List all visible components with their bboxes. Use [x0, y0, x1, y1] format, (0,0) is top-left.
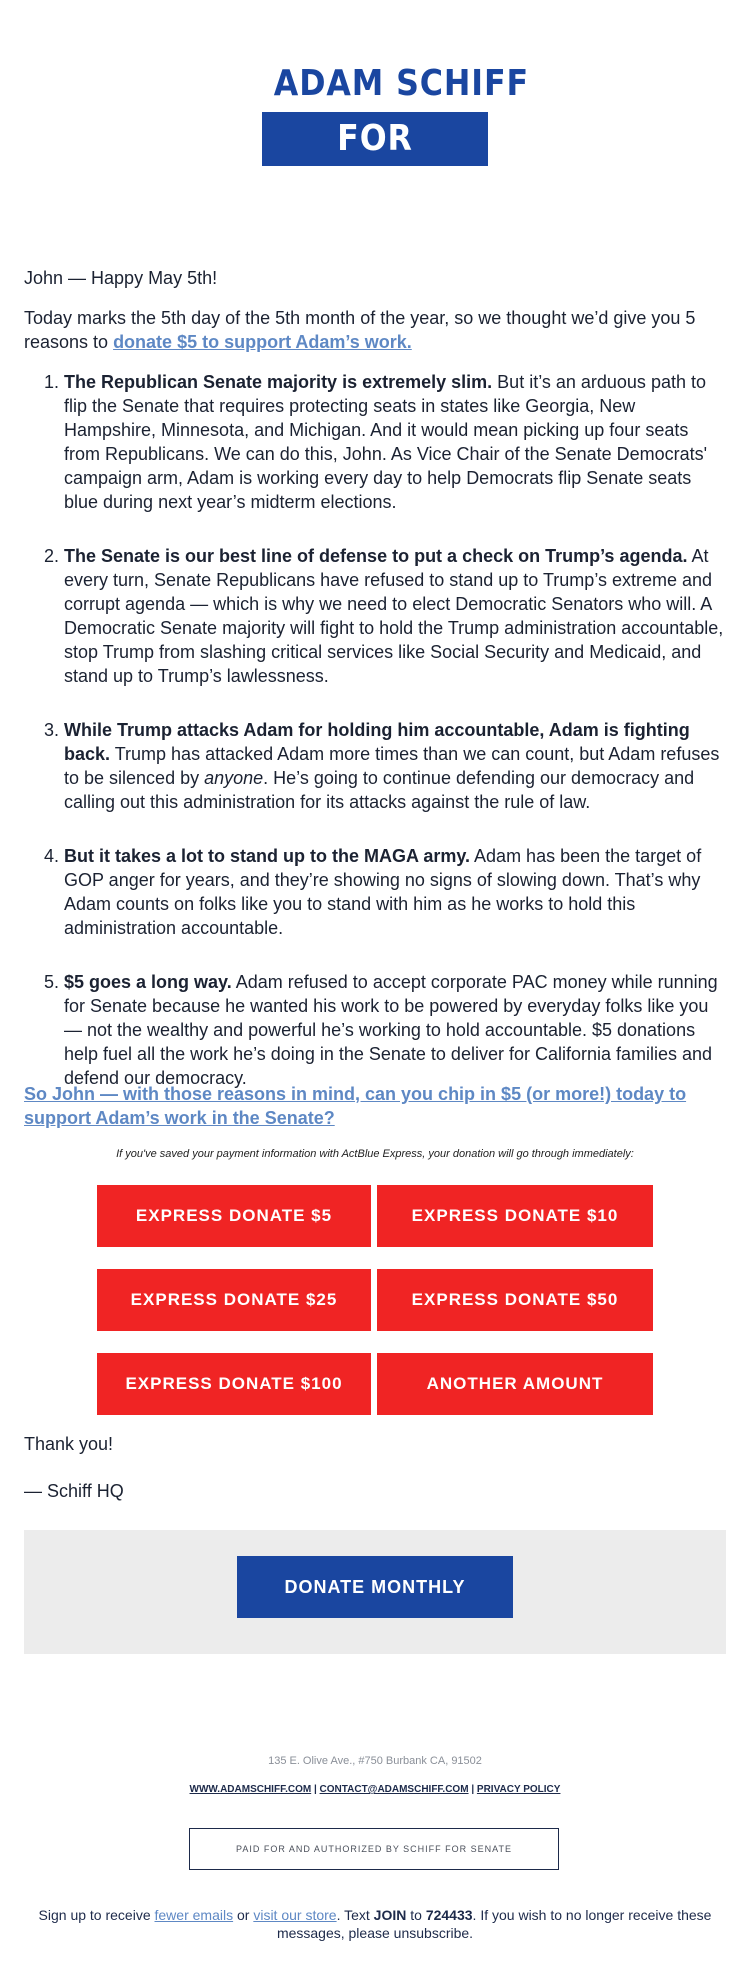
website-link[interactable]: WWW.ADAMSCHIFF.COM: [189, 1784, 312, 1795]
thank-you: Thank you!: [24, 1434, 114, 1454]
signature: — Schiff HQ: [24, 1481, 124, 1501]
cta-paragraph: [24, 1082, 714, 1130]
intro-paragraph: [24, 306, 724, 354]
reasons-list: [24, 370, 724, 1090]
another-amount-button[interactable]: ANOTHER AMOUNT: [377, 1353, 653, 1415]
reason-heading: The Republican Senate majority is extremely slim.: [64, 372, 493, 392]
signup-text: . Text: [336, 1907, 374, 1923]
reason-heading: The Senate is our best line of defense to put a check on Trump’s agenda.: [64, 546, 688, 566]
contact-email-link[interactable]: CONTACT@ADAMSCHIFF.COM: [319, 1784, 469, 1795]
paid-for-disclaimer: PAID FOR AND AUTHORIZED BY SCHIFF FOR SENATE: [189, 1828, 559, 1870]
footer-links: [0, 1784, 750, 1795]
reason-text-cont: . He’s going to continue defending our democracy and calling out this administration for its attacks against the rule of law.: [64, 768, 695, 812]
reason-heading: But it takes a lot to stand up to the MAGA army.: [64, 846, 471, 866]
footer-address: 135 E. Olive Ave., #750 Burbank CA, 91502: [268, 1755, 482, 1767]
logo-line-1: ADAM SCHIFF: [273, 63, 530, 104]
signup-text: or: [233, 1907, 254, 1923]
reason-text: Adam refused to accept corporate PAC money while running for Senate because he wanted his work to be powered by everyday folks like you — not the wealthy and powerful he’s working to hold accountable. $5 donations help fuel all the work he’s doing in the Senate to deliver for California families and defend our democracy.: [64, 972, 718, 1088]
express-donate-50-button[interactable]: EXPRESS DONATE $50: [377, 1269, 653, 1331]
link-separator: |: [468, 1784, 477, 1795]
email-body: [24, 266, 724, 1120]
store-link[interactable]: visit our store: [253, 1907, 337, 1923]
link-separator: |: [311, 1784, 320, 1795]
join-keyword: JOIN: [373, 1907, 407, 1923]
reason-text: But it’s an arduous path to flip the Senate that requires protecting seats in states like Georgia, New Hampshire, Minnesota, and Michigan. And it would mean picking up four seats from Republicans. We can do this, John. As Vice Chair of the Senate Democrats' campaign arm, Adam is working every day to help Democrats flip Senate seats blue during next year’s midterm elections.: [64, 372, 708, 512]
actblue-express-note: If you've saved your payment information with ActBlue Express, your donation will go through immediately:: [116, 1148, 634, 1160]
reason-item: [64, 370, 724, 514]
campaign-logo[interactable]: [260, 62, 530, 213]
logo-line-2: FOR SENATE: [304, 118, 446, 213]
intro-text: Today marks the 5th day of the 5th month of the year, so we thought we’d give you 5 reasons to: [24, 308, 696, 352]
reason-heading: $5 goes a long way.: [64, 972, 232, 992]
reason-item: [64, 844, 724, 940]
signup-text: Sign up to receive: [38, 1907, 155, 1923]
donate-five-link[interactable]: donate $5 to support Adam’s work.: [113, 332, 412, 352]
reason-item: [64, 970, 724, 1090]
donate-monthly-button[interactable]: DONATE MONTHLY: [237, 1556, 513, 1618]
reason-item: [64, 544, 724, 688]
express-donate-25-button[interactable]: EXPRESS DONATE $25: [97, 1269, 371, 1331]
reason-text: Trump has attacked Adam more times than we can count, but Adam refuses to be silenced by: [64, 744, 720, 788]
reason-text: At every turn, Senate Republicans have refused to stand up to Trump’s extreme and corrupt agenda — which is why we need to elect Democratic Senators who will. A Democratic Senate majority will fight to hold the Trump administration accountable, stop Trump from slashing critical services like Social Security and Medicaid, and stand up to Trump’s lawlessness.: [64, 546, 724, 686]
signup-line: [30, 1906, 720, 1942]
express-donate-10-button[interactable]: EXPRESS DONATE $10: [377, 1185, 653, 1247]
signup-text: to: [406, 1907, 426, 1923]
privacy-policy-link[interactable]: PRIVACY POLICY: [476, 1784, 561, 1795]
logo-line-2-box: [262, 112, 488, 213]
express-donate-100-button[interactable]: EXPRESS DONATE $100: [97, 1353, 371, 1415]
express-donate-5-button[interactable]: EXPRESS DONATE $5: [97, 1185, 371, 1247]
sms-number: 724433: [425, 1907, 473, 1923]
signup-text: . If you wish to no longer receive these messages, please unsubscribe.: [276, 1907, 712, 1941]
greeting: John — Happy May 5th!: [24, 268, 218, 288]
reason-emphasis: anyone: [204, 768, 264, 788]
reason-item: [64, 718, 724, 814]
chip-in-link[interactable]: So John — with those reasons in mind, can you chip in $5 (or more!) today to support Adam’s work in the Senate?: [24, 1084, 687, 1128]
fewer-emails-link[interactable]: fewer emails: [154, 1907, 234, 1923]
reason-text: Adam has been the target of GOP anger for years, and they’re showing no signs of slowing down. That’s why Adam counts on folks like you to stand with him as he works to hold this administration accountable.: [64, 846, 702, 938]
reason-heading: While Trump attacks Adam for holding him accountable, Adam is fighting back.: [64, 720, 690, 764]
